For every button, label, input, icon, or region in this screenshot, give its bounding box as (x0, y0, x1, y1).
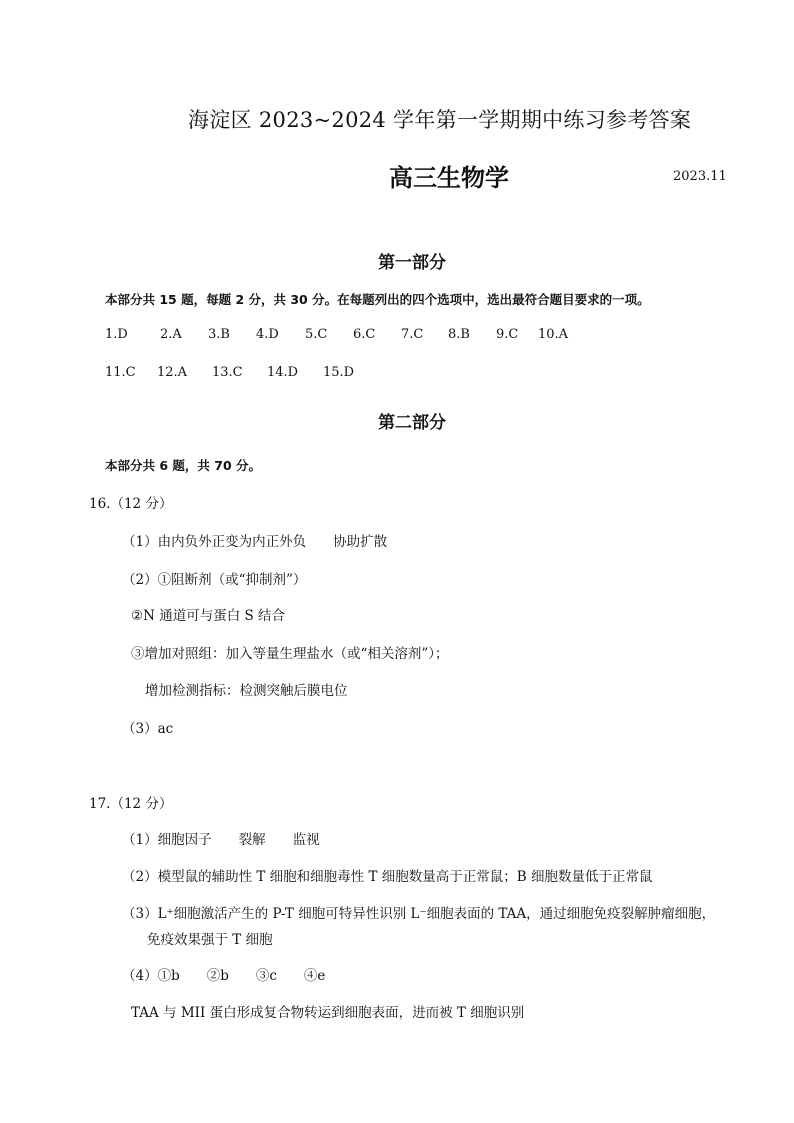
q16-answer-1: （1）由内负外正变为内正外负 协助扩散 (122, 534, 388, 550)
answer-item: 1.D (105, 327, 128, 342)
answer-item: 4.D (256, 327, 279, 342)
document-title: 海淀区 2023~2024 学年第一学期期中练习参考答案 (188, 108, 692, 132)
part2-intro: 本部分共 6 题，共 70 分。 (105, 458, 262, 473)
answer-item: 8.B (448, 327, 470, 342)
answer-row-2 (105, 365, 373, 380)
q17-answer-3: （3）L⁺细胞激活产生的 P-T 细胞可特异性识别 L⁻细胞表面的 TAA，通过细胞免疫裂解肿瘤细胞， (122, 906, 716, 922)
answer-item: 14.D (267, 365, 299, 380)
q16-answer-2-2: ②N 通道可与蛋白 S 结合 (131, 608, 286, 624)
question-17-heading: 17.（12 分） (89, 796, 173, 812)
q17-answer-3-cont: 免疫效果强于 T 细胞 (147, 932, 273, 948)
document-date: 2023.11 (673, 169, 727, 184)
answer-item: 10.A (538, 327, 569, 342)
question-16-heading: 16.（12 分） (89, 496, 173, 512)
answer-item: 2.A (160, 327, 182, 342)
answer-item: 6.C (353, 327, 376, 342)
answer-item: 11.C (105, 365, 136, 380)
answer-item: 13.C (212, 365, 243, 380)
q17-answer-4: （4）①b ②b ③c ④e (122, 968, 326, 984)
q16-answer-2-4: 增加检测指标：检测突触后膜电位 (145, 683, 348, 699)
answer-item: 15.D (323, 365, 355, 380)
q17-answer-1: （1）细胞因子 裂解 监视 (122, 832, 320, 848)
answer-item: 3.B (208, 327, 230, 342)
q17-answer-2: （2）模型鼠的辅助性 T 细胞和细胞毒性 T 细胞数量高于正常鼠；B 细胞数量低于正常鼠 (122, 869, 653, 885)
part1-intro: 本部分共 15 题，每题 2 分，共 30 分。在每题列出的四个选项中，选出最符合题目要求的一项。 (105, 292, 650, 307)
subject-title: 高三生物学 (389, 164, 509, 192)
q16-answer-3: （3）ac (122, 721, 174, 737)
part2-heading: 第二部分 (378, 413, 446, 433)
answer-item: 12.A (157, 365, 188, 380)
q17-answer-4-2: TAA 与 MII 蛋白形成复合物转运到细胞表面，进而被 T 细胞识别 (131, 1005, 525, 1021)
part1-heading: 第一部分 (378, 253, 446, 273)
answer-row-1 (105, 327, 588, 342)
answer-item: 9.C (496, 327, 519, 342)
q16-answer-2-3: ③增加对照组：加入等量生理盐水（或“相关溶剂”）； (131, 646, 449, 662)
q16-answer-2: （2）①阻断剂（或“抑制剂”） (122, 572, 307, 588)
answer-item: 7.C (401, 327, 424, 342)
answer-item: 5.C (305, 327, 328, 342)
